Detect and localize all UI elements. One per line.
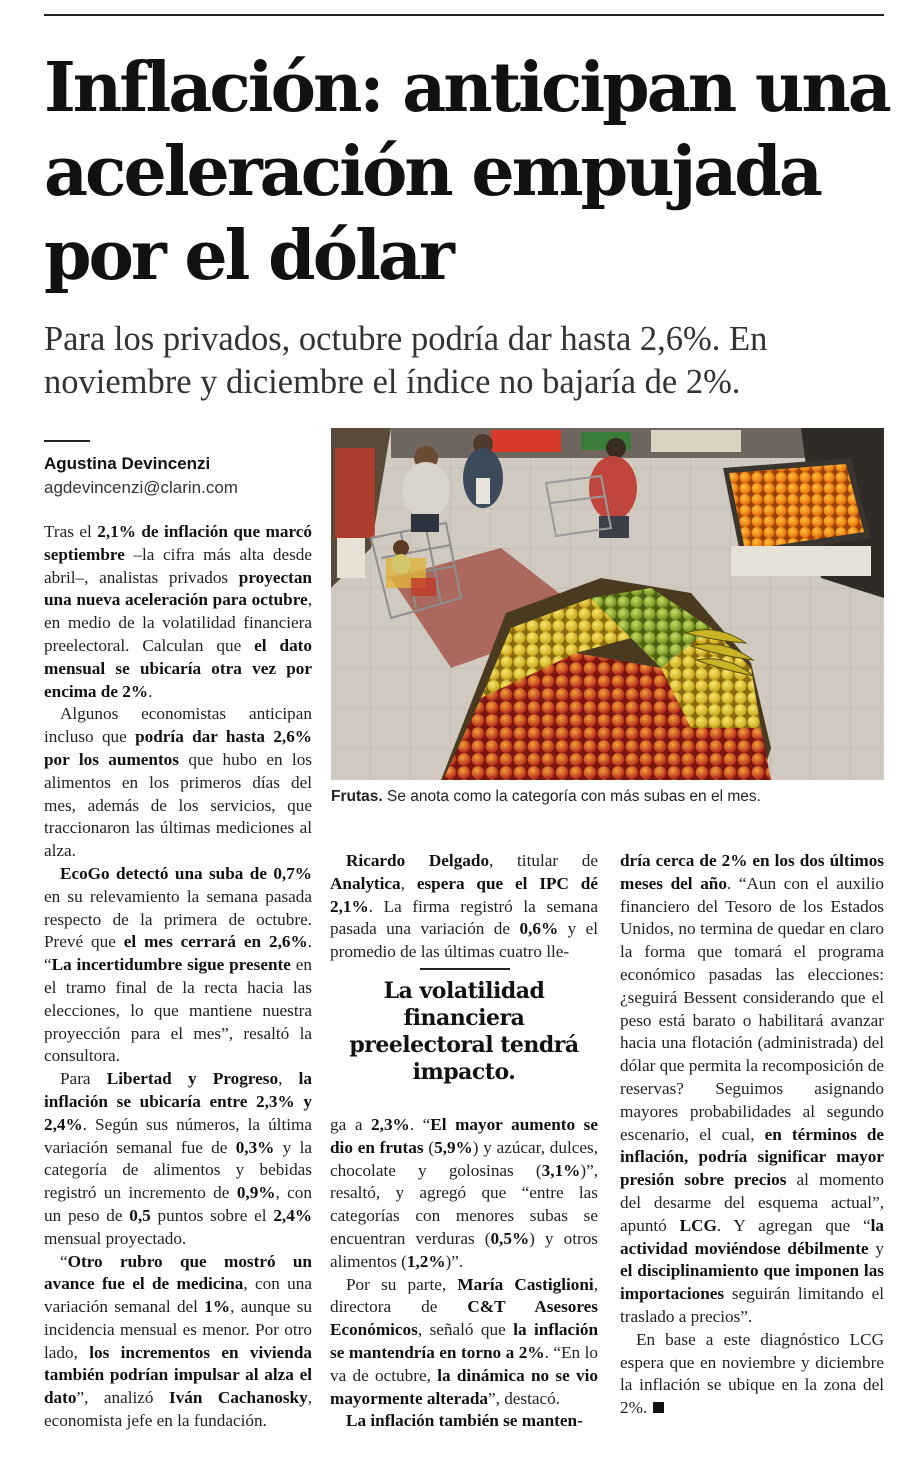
bold-text: C&T Asesores Económicos <box>330 1297 598 1340</box>
bold-text: LCG <box>679 1215 717 1235</box>
fruit-market-image <box>331 428 884 780</box>
bold-text: Iván Cachanosky <box>169 1388 308 1408</box>
bold-text: 1,2% <box>406 1251 446 1271</box>
bold-text: la dinámica no se vio mayormente alterada <box>330 1365 598 1408</box>
bold-text: El mayor aumento se dio en frutas <box>330 1115 598 1157</box>
deck: Para los privados, octubre podría dar hasta 2,6%. En noviembre y diciembre el índice no bajaría de 2%. <box>44 320 768 401</box>
article-photo <box>331 428 884 780</box>
top-rule <box>44 14 884 16</box>
bold-text: el dato mensual se ubicaría otra vez por encima de 2% <box>44 635 312 701</box>
paragraph: Ricardo Delgado, titular de Analytica, espera que el IPC dé 2,1%. La firma registró la semana pasada una variación de 0,6% y el promedio de las últimas cuatro lle- <box>330 851 598 962</box>
column-2 <box>330 850 598 964</box>
column-3 <box>620 850 884 1420</box>
bold-text: 0,6% <box>519 919 559 939</box>
pullquote: La volatilidad financiera preelectoral tendrá impacto. <box>349 978 579 1085</box>
pullquote-rule <box>420 968 510 970</box>
headline: Inflación: anticipan una aceleración empujada por el dólar <box>44 48 889 296</box>
caption-label: Frutas. <box>331 788 383 805</box>
bold-text: espera que el IPC dé 2,1% <box>330 873 598 916</box>
bold-text: 0,5 <box>129 1205 151 1225</box>
bold-text: La incertidumbre sigue presente <box>51 955 291 975</box>
bold-text: la inflación se ubicaría entre 2,3% y 2,4% <box>44 1069 313 1134</box>
byline-rule <box>44 440 90 442</box>
bold-text: podría dar hasta 2,6% por los aumentos <box>44 727 312 769</box>
bold-text: proyectan una nueva aceleración para octubre <box>44 567 312 610</box>
bold-text: 0,3% <box>235 1137 275 1157</box>
caption-text: Se anota como la categoría con más subas en el mes. <box>382 788 761 805</box>
author-name: Agustina Devincenzi <box>44 454 211 473</box>
author-email[interactable]: agdevincenzi@clarin.com <box>44 478 238 497</box>
end-of-article-icon <box>653 1402 664 1413</box>
bold-text: 0,5% <box>490 1228 530 1248</box>
bold-text: 0,9% <box>236 1183 276 1203</box>
bold-text: EcoGo detectó una suba de 0,7% <box>60 863 312 883</box>
column-1 <box>44 521 312 1433</box>
bold-text: María Castiglioni <box>457 1274 594 1294</box>
bold-text: en términos de inflación, podría significar mayor presión sobre precios <box>620 1124 885 1190</box>
bold-text: 2,4% <box>273 1205 312 1225</box>
photo-caption <box>331 788 891 806</box>
paragraph: En base a este diagnóstico LCG espera que en noviembre y diciembre la inflación se ubique en la zona del 2%. <box>620 1329 884 1418</box>
bold-text: Libertad y Progreso <box>106 1069 279 1089</box>
bold-text: 2,1% de inflación que marcó septiembre <box>44 522 312 564</box>
bold-text: Analytica <box>330 873 401 893</box>
paragraph: Algunos economistas anticipan incluso que podría dar hasta 2,6% por los aumentos que hubo en los alimentos en los primeros días del mes, además de los servicios, que traccionaron las últimas mediciones al alza. <box>44 704 312 861</box>
bold-text: Otro rubro que mostró un avance fue el de medicina <box>44 1251 312 1294</box>
bold-text: La inflación también se manten- <box>346 1411 583 1431</box>
bold-text: 3,1% <box>541 1160 581 1180</box>
bold-text: dría cerca de 2% en los dos últimos meses del año <box>620 851 884 893</box>
paragraph: EcoGo detectó una suba de 0,7% en su relevamiento la semana pasada respecto de la primera de octubre. Prevé que el mes cerrará en 2,6%. “La incertidumbre sigue presente en el tramo final de la recta hacia las elecciones, lo que mantiene nuestra proyección para el mes”, resaltó la consultora. <box>44 863 312 1066</box>
paragraph: Por su parte, María Castiglioni, directora de C&T Asesores Económicos, señaló que la inflación se mantendría en torno a 2%. “En lo va de octubre, la dinámica no se vio mayormente alterada”, destacó. <box>330 1274 599 1408</box>
bold-text: el mes cerrará en 2,6% <box>123 932 308 952</box>
bold-text: la actividad moviéndose débilmente <box>620 1215 884 1258</box>
bold-text: 5,9% <box>434 1137 473 1157</box>
bold-text: el disciplinamiento que imponen las importaciones <box>620 1261 884 1304</box>
bold-text: 1% <box>204 1297 231 1317</box>
column-2-continued <box>330 1114 598 1433</box>
paragraph: ga a 2,3%. “El mayor aumento se dio en frutas (5,9%) y azúcar, dulces, chocolate y golosinas (3,1%)”, resaltó, y agregó que “entre las categorías con menores subas se encuentran verduras (0,5%) y otros alimentos (1,2%)”. <box>330 1115 598 1271</box>
bold-text: Ricardo Delgado <box>346 851 490 870</box>
bold-text: los incrementos en vivienda también podrían impulsar al alza el dato <box>44 1342 312 1408</box>
paragraph <box>330 1410 598 1433</box>
paragraph: Para Libertad y Progreso, la inflación se ubicaría entre 2,3% y 2,4%. Según sus números, la última variación semanal fue de 0,3% y la categoría de alimentos y bebidas registró un incremento de 0,9%, con un peso de 0,5 puntos sobre el 2,4% mensual proyectado. <box>44 1069 313 1248</box>
bold-text: la inflación se mantendría en torno a 2% <box>330 1320 598 1362</box>
paragraph: dría cerca de 2% en los dos últimos meses del año. “Aun con el auxilio financiero del Tesoro de los Estados Unidos, no termina de quedar en claro la forma que tomará el programa económico pasadas las elecciones: ¿seguirá Bessent considerando que el peso está barato o habilitará avanzar hacia una flotación (administrada) del dólar que permita la recomposición de reservas? Seguimos asignando mayores probabilidades al segundo escenario, el cual, en términos de inflación, podría significar mayor presión sobre precios al momento del desarme del esquema actual”, apuntó LCG. Y agregan que “la actividad moviéndose débilmente y el disciplinamiento que imponen las importaciones seguirán limitando el traslado a precios”. <box>620 851 885 1326</box>
paragraph: Tras el 2,1% de inflación que marcó septiembre –la cifra más alta desde abril–, analistas privados proyectan una nueva aceleración para octubre, en medio de la volatilidad financiera preelectoral. Calculan que el dato mensual se ubicaría otra vez por encima de 2%. <box>44 522 312 701</box>
paragraph: “Otro rubro que mostró un avance fue el de medicina, con una variación semanal del 1%, aunque su incidencia mensual es menor. Por otro lado, los incrementos en vivienda también podrían impulsar al alza el dato”, analizó Iván Cachanosky, economista jefe en la fundación. <box>44 1251 312 1431</box>
bold-text: 2,3% <box>371 1115 410 1134</box>
